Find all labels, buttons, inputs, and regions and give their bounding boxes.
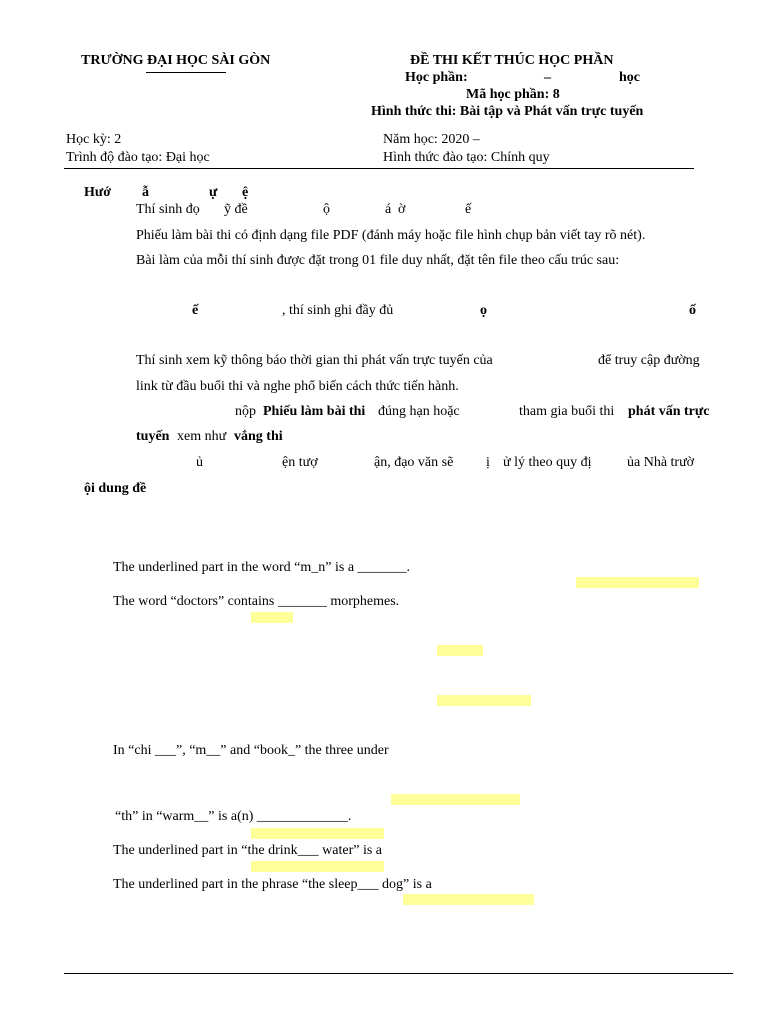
instruction-line1-e: ờ <box>398 202 406 217</box>
instruction-line7-e: phát vấn trực <box>628 404 710 419</box>
instruction-line1-f: ế <box>465 202 472 217</box>
header-divider <box>64 168 694 169</box>
instructions-heading-4: ệ <box>242 185 249 200</box>
instruction-line8-a: tuyến <box>136 429 170 444</box>
content-heading: ội dung đề <box>84 481 147 496</box>
highlight-mark <box>576 577 699 588</box>
question-1: The underlined part in the word “m_n” is a _______. <box>113 560 411 575</box>
instruction-line7-d: tham gia buổi thi <box>519 404 615 419</box>
exam-title: ĐỀ THI KẾT THÚC HỌC PHẦN <box>410 53 614 68</box>
instruction-line9-b: ện tượ <box>282 455 318 470</box>
instruction-line1-b: ỹ đề <box>224 202 248 217</box>
instruction-line9-a: ủ <box>196 455 203 470</box>
instructions-heading-2: ẫ <box>142 185 149 200</box>
instruction-line9-e: ử lý theo quy đị <box>503 455 592 470</box>
question-6: The underlined part in the phrase “the sleep___ dog” is a <box>113 877 432 892</box>
instruction-line4-a: ế <box>192 303 199 318</box>
instruction-line1-a: Thí sinh đọ <box>136 202 200 217</box>
instruction-line9-c: ận, đạo văn sẽ <box>374 455 454 470</box>
instruction-line7-b: Phiếu làm bài thi <box>263 404 366 419</box>
instruction-line1-d: á <box>385 202 392 217</box>
instruction-line2: Phiếu làm bài thi có định dạng file PDF (đánh máy hoặc file hình chụp bản viết tay rõ nét). <box>136 228 646 243</box>
school-year: Năm học: 2020 – <box>383 132 480 147</box>
course-dash: – <box>544 70 551 85</box>
highlight-mark <box>437 695 531 706</box>
instruction-line3: Bài làm của mỗi thí sinh được đặt trong 01 file duy nhất, đặt tên file theo cấu trúc sau: <box>136 253 620 268</box>
school-name: TRƯỜNG ĐẠI HỌC SÀI GÒN <box>81 53 271 68</box>
course-code: Mã học phần: 8 <box>466 87 560 102</box>
semester: Học kỳ: 2 <box>66 132 122 147</box>
instruction-line8-b: xem như <box>177 429 227 444</box>
instructions-heading-1: Hướ <box>84 185 112 200</box>
instruction-line5-b: để truy cập đường <box>598 353 700 368</box>
school-underline <box>146 72 226 73</box>
training-level: Trình độ đào tạo: Đại học <box>66 150 210 165</box>
instruction-line9-d: ị <box>486 455 490 470</box>
question-4: “th” in “warm__” is a(n) _____________. <box>115 809 352 824</box>
instruction-line5: Thí sinh xem kỹ thông báo thời gian thi phát vấn trực tuyến của <box>136 353 493 368</box>
exam-format: Hình thức thi: Bài tập và Phát vấn trực tuyến <box>371 104 644 119</box>
instruction-line4-d: ố <box>689 303 696 318</box>
instruction-line4-c: ọ <box>480 303 487 318</box>
question-5: The underlined part in “the drink___ water” is a <box>113 843 383 858</box>
highlight-mark <box>251 612 293 623</box>
course-suffix: học <box>619 70 640 85</box>
question-2: The word “doctors” contains _______ morphemes. <box>113 594 400 609</box>
instruction-line8-c: vắng thi <box>234 429 283 444</box>
instructions-heading-3: ự <box>209 185 218 200</box>
instruction-line9-f: ủa Nhà trườ <box>627 455 695 470</box>
question-3: In “chi ___”, “m__” and “book_” the three under <box>113 743 389 758</box>
course-label: Học phần: <box>405 70 468 85</box>
instruction-line7-a: nộp <box>235 404 256 419</box>
highlight-mark <box>251 828 384 839</box>
footer-divider <box>64 973 733 974</box>
instruction-line1-c: ộ <box>323 202 330 217</box>
highlight-mark <box>403 894 534 905</box>
instruction-line4-b: , thí sinh ghi đầy đủ <box>282 303 394 318</box>
training-mode: Hình thức đào tạo: Chính quy <box>383 150 550 165</box>
highlight-mark <box>437 645 483 656</box>
highlight-mark <box>251 861 384 872</box>
instruction-line7-c: đúng hạn hoặc <box>378 404 460 419</box>
instruction-line6: link từ đầu buổi thi và nghe phổ biến cách thức tiến hành. <box>136 379 459 394</box>
highlight-mark <box>391 794 520 805</box>
